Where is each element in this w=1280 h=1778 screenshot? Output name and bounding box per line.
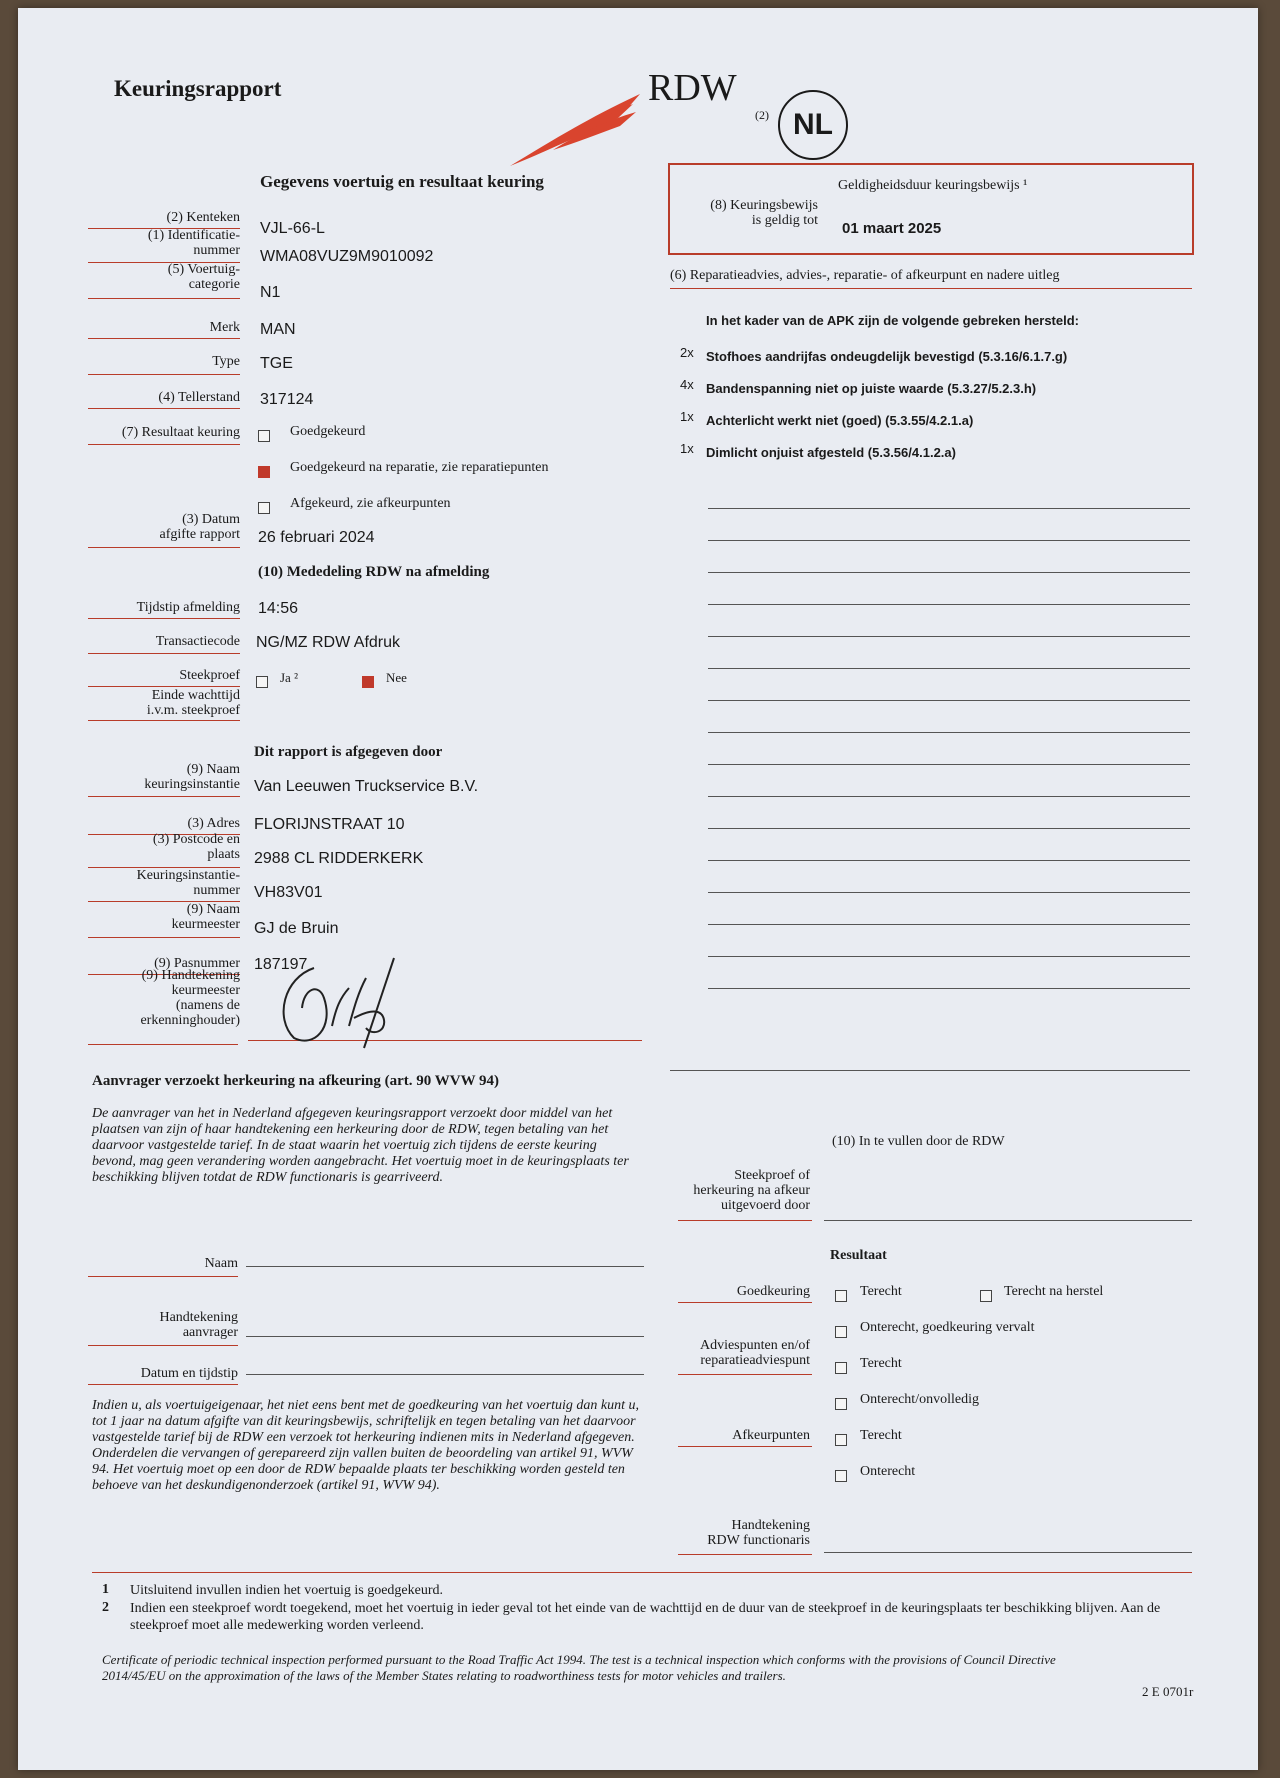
advies-line	[708, 572, 1190, 573]
field-label: (5) Voertuig- categorie	[167, 262, 240, 292]
field-label: (3) Postcode en plaats	[152, 832, 240, 862]
rdw-afkeur-label: Afkeurpunten	[732, 1428, 810, 1443]
field-value: MAN	[260, 321, 296, 338]
tijdstip-value: 14:56	[258, 600, 299, 617]
rdw-option: Onterecht/onvolledig	[860, 1392, 979, 1407]
field-value: 187197	[254, 956, 308, 973]
defect-text: Bandenspanning niet op juiste waarde (5.3.27/5.2.3.h)	[706, 381, 1037, 396]
advies-line	[708, 508, 1190, 509]
certificate-text: Certificate of periodic technical inspection performed pursuant to the Road Traffic Act 1994. The test is a technical inspection which conforms with the provisions of Council Directive 2014/45/EU on the approximation of the laws of the Member States relating to roadworthiness tests for motor vehicles and trailers.	[102, 1652, 1056, 1683]
field-value: Van Leeuwen Truckservice B.V.	[254, 778, 479, 795]
rdw-option: Terecht	[860, 1356, 902, 1371]
section-title-afmelding: (10) Mededeling RDW na afmelding	[258, 564, 490, 580]
apk-intro: In het kader van de APK zijn de volgende gebreken hersteld:	[706, 313, 1080, 328]
advies-line	[708, 924, 1190, 925]
defect-qty: 2x	[680, 345, 694, 360]
footnote-number: 1	[102, 1582, 109, 1597]
field-label: (2) Kenteken	[166, 210, 240, 225]
result-option: Goedgekeurd	[290, 424, 366, 439]
aanvrager-datum-label: Datum en tijdstip	[140, 1366, 238, 1381]
field-label: Merk	[209, 320, 240, 335]
advies-line	[708, 668, 1190, 669]
aanvrager-naam-input[interactable]	[246, 1266, 644, 1267]
nl-badge: NL	[778, 90, 848, 160]
field-value: FLORIJNSTRAAT 10	[254, 816, 405, 833]
rdw-option: Terecht	[860, 1428, 902, 1443]
field-value: 317124	[260, 391, 314, 408]
rdw-steekproef-input[interactable]	[824, 1220, 1192, 1221]
date-value: 26 februari 2024	[258, 529, 375, 546]
rdw-option: Terecht	[860, 1284, 902, 1299]
rdw-steekproef-label: Steekproef of herkeuring na afkeur uitgevoerd door	[693, 1168, 810, 1213]
result-checkbox-afgekeurd[interactable]	[258, 502, 270, 514]
goedkeuring-terecht-checkbox[interactable]	[835, 1290, 847, 1302]
advies-onterecht-checkbox[interactable]	[835, 1398, 847, 1410]
field-value: VJL-66-L	[260, 220, 325, 237]
defect-qty: 1x	[680, 441, 694, 456]
field-label: Type	[212, 354, 240, 369]
field-label: (9) Naam keurmeester	[171, 902, 240, 932]
rdw-brand: RDW	[648, 67, 737, 109]
field-label: (3) Adres	[187, 816, 240, 831]
field-label: Keuringsinstantie- nummer	[136, 868, 240, 898]
defect-text: Stofhoes aandrijfas ondeugdelijk bevestigd (5.3.16/6.1.7.g)	[706, 349, 1068, 364]
form-code: 2 E 0701r	[1142, 1684, 1194, 1699]
herkeuring-note: Indien u, als voertuigeigenaar, het niet eens bent met de goedkeuring van het voertuig dan kunt u, tot 1 jaar na datum afgifte van dit keuringsbewijs, schriftelijk en tegen betaling van het daarvoor vastgestelde tarief bij de RDW een verzoek tot herkeuring indienen mits in Nederland afgegeven. Onderdelen die vervangen of gerepareerd zijn vallen buiten de beoordeling van artikel 91, WVW 94. Het voertuig moet op een door de RDW bepaalde plaats ter beschikking worden gesteld ten behoeve van het deskundigenonderzoek (artikel 91, WVW 94).	[92, 1398, 640, 1493]
geldigheid-value: 01 maart 2025	[842, 220, 942, 237]
field-value: VH83V01	[254, 884, 323, 901]
field-value: 2988 CL RIDDERKERK	[254, 850, 424, 867]
result-label: (7) Resultaat keuring	[121, 425, 240, 440]
result-option: Goedgekeurd na reparatie, zie reparatiepunten	[290, 460, 549, 475]
steekproef-ja-checkbox[interactable]	[256, 676, 268, 688]
advies-line	[708, 892, 1190, 893]
field-label: (4) Tellerstand	[158, 390, 240, 405]
advies-line	[708, 828, 1190, 829]
footnote-text: Indien een steekproef wordt toegekend, moet het voertuig in ieder geval tot het einde van de wachttijd en de duur van de steekproef in de keuringsplaats ter beschikking blijven. Aan de steekproef moet alle medewerking worden verleend.	[130, 1601, 1161, 1633]
advies-line	[708, 988, 1190, 989]
tijdstip-label: Tijdstip afmelding	[136, 600, 240, 615]
rdw-handtekening-input[interactable]	[824, 1552, 1192, 1553]
steekproef-nee-checkbox[interactable]	[362, 676, 374, 688]
rdw-handtekening-label: Handtekening RDW functionaris	[707, 1518, 810, 1548]
rdw-goedkeuring-label: Goedkeuring	[736, 1284, 810, 1299]
section-title-afgegeven: Dit rapport is afgegeven door	[254, 744, 443, 760]
rdw-advies-label: Adviespunten en/of reparatieadviespunt	[699, 1338, 810, 1368]
afkeur-onterecht-checkbox[interactable]	[835, 1470, 847, 1482]
afkeur-terecht-checkbox[interactable]	[835, 1434, 847, 1446]
defect-text: Achterlicht werkt niet (goed) (5.3.55/4.2.1.a)	[706, 413, 974, 428]
handtekening-keurmeester-label: (9) Handtekening keurmeester (namens de erkenninghouder)	[140, 968, 240, 1028]
report-title: Keuringsrapport	[114, 76, 282, 101]
advies-line	[708, 764, 1190, 765]
rdw-option: Terecht na herstel	[1004, 1284, 1104, 1299]
logo-ref: (2)	[755, 108, 769, 122]
steekproef-label: Steekproef	[179, 668, 240, 683]
geldigheid-title: Geldigheidsduur keuringsbewijs ¹	[838, 178, 1028, 193]
rdw-option: Onterecht	[860, 1464, 916, 1479]
rdw-title: (10) In te vullen door de RDW	[832, 1134, 1005, 1149]
aanvrager-handtekening-input[interactable]	[246, 1336, 644, 1337]
advies-line	[708, 604, 1190, 605]
footnote-text: Uitsluitend invullen indien het voertuig is goedgekeurd.	[130, 1583, 443, 1598]
advies-line	[708, 860, 1190, 861]
result-checkbox-goedgekeurd[interactable]	[258, 430, 270, 442]
defect-text: Dimlicht onjuist afgesteld (5.3.56/4.1.2.a)	[706, 445, 956, 460]
field-value: N1	[260, 284, 281, 301]
advies-line	[708, 796, 1190, 797]
steekproef-ja: Ja ²	[280, 670, 298, 685]
field-value: WMA08VUZ9M9010092	[260, 248, 434, 265]
inspection-report	[18, 8, 1258, 1770]
steekproef-nee: Nee	[386, 670, 407, 685]
transactie-value: NG/MZ RDW Afdruk	[256, 634, 401, 651]
transactie-label: Transactiecode	[155, 634, 240, 649]
goedkeuring-herstel-checkbox[interactable]	[980, 1290, 992, 1302]
result-checkbox-na-reparatie[interactable]	[258, 466, 270, 478]
aanvrager-naam-label: Naam	[204, 1256, 238, 1271]
defect-qty: 4x	[680, 377, 694, 392]
herkeuring-text: De aanvrager van het in Nederland afgegeven keuringsrapport verzoekt door middel van het plaatsen van zijn of haar handtekening een herkeuring door de RDW, tegen betaling van het daarvoor vastgestelde tarief. In de staat waarin het voertuig zich tijdens de eerste keuring bevond, mag geen verandering worden aangebracht. Het voertuig moet in de keuringsplaats ter beschikking blijven totdat de RDW functionaris is gearriveerd.	[92, 1106, 629, 1185]
aanvrager-datum-input[interactable]	[246, 1374, 644, 1375]
defect-qty: 1x	[680, 409, 694, 424]
field-label: (9) Pasnummer	[154, 956, 240, 971]
advies-line	[708, 956, 1190, 957]
rdw-logo-icon	[508, 88, 648, 168]
rdw-option: Onterecht, goedkeuring vervalt	[860, 1320, 1035, 1335]
result-option: Afgekeurd, zie afkeurpunten	[290, 496, 451, 511]
field-label: (1) Identificatie- nummer	[147, 228, 240, 258]
footnote-number: 2	[102, 1600, 109, 1615]
section-title-vehicle: Gegevens voertuig en resultaat keuring	[260, 172, 544, 191]
wachttijd-label: Einde wachttijd i.v.m. steekproef	[146, 688, 240, 718]
advies-terecht-checkbox[interactable]	[835, 1362, 847, 1374]
advies-line	[708, 540, 1190, 541]
field-value: GJ de Bruin	[254, 920, 339, 937]
field-value: TGE	[260, 355, 293, 372]
advies-title: (6) Reparatieadvies, advies-, reparatie- of afkeurpunt en nadere uitleg	[670, 268, 1060, 283]
resultaat-title: Resultaat	[830, 1248, 887, 1263]
herkeuring-title: Aanvrager verzoekt herkeuring na afkeuring (art. 90 WVW 94)	[92, 1073, 500, 1089]
keurmeester-signature-icon	[254, 948, 424, 1058]
goedkeuring-onterecht-checkbox[interactable]	[835, 1326, 847, 1338]
date-label: (3) Datum afgifte rapport	[159, 512, 240, 542]
geldigheid-label: (8) Keuringsbewijs is geldig tot	[710, 198, 818, 228]
advies-line	[708, 636, 1190, 637]
advies-line	[708, 700, 1190, 701]
field-label: (9) Naam keuringsinstantie	[144, 762, 240, 792]
advies-line	[708, 732, 1190, 733]
aanvrager-handtekening-label: Handtekening aanvrager	[159, 1310, 238, 1340]
